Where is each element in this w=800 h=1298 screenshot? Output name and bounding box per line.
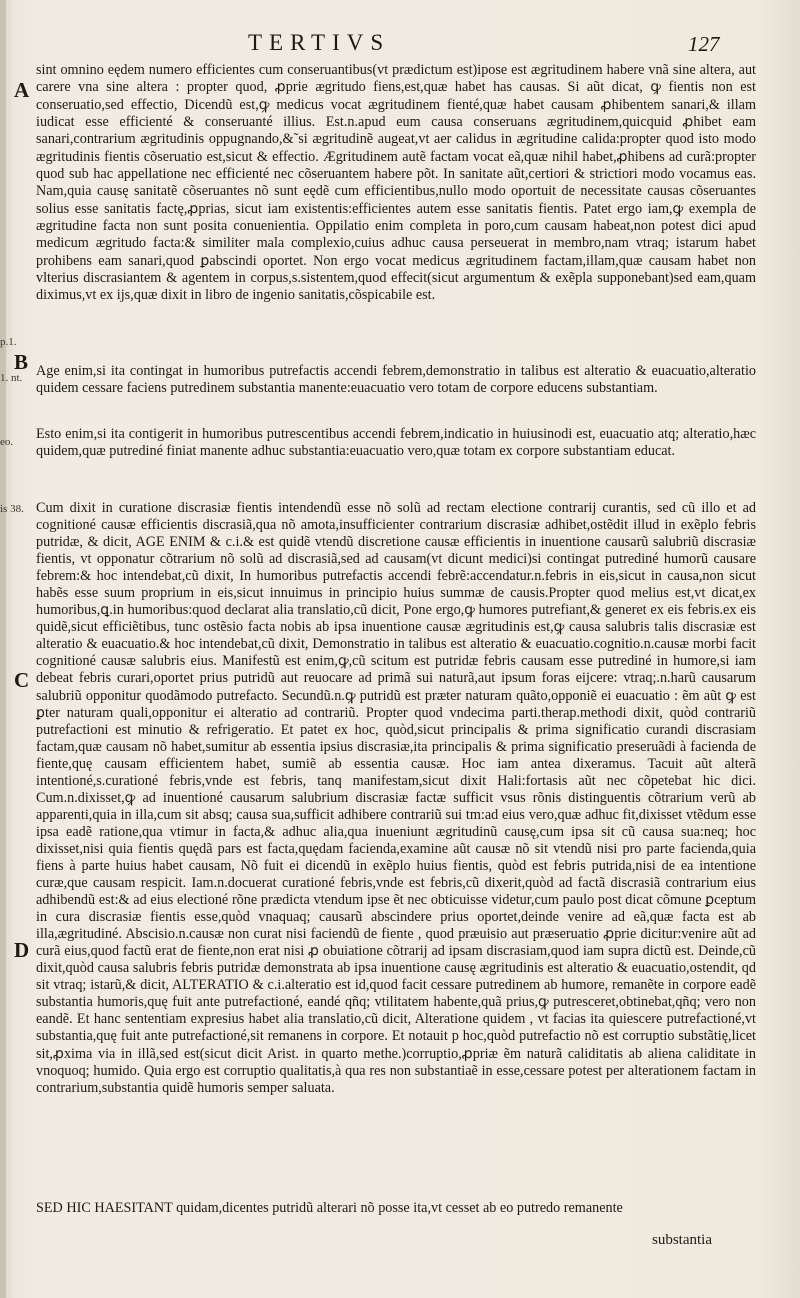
margin-letter-c: C [14,668,30,692]
running-head [0,30,800,60]
next-lemma-line: SED HIC HAESITANT quidam,dicentes putridũ alterari nõ posse ita,vt cesset ab eo putredo remanente [36,1200,623,1216]
margin-letter-b: B [14,350,29,374]
commentary-paragraph: sint omnino eędem numero efficientes cum conseruantibus(vt prædictum est)ipose est ægritudinem habere vnã sine altera, aut carere vna sine altera : propter quod, ꝓprie ægritudo fiens,est,quæ habet has causas. Si aũt dicat, ꝙ fientis non est conseruatio,sed effectio, Dicendũ est,ꝙ medicus vocat ægritudinem fienté,quæ habet causam ꝓhibentem sanari,& illam iudicat esse efficienté & conseruanté illius. Est.n.apud eum causa conseruans ægritudinem,quicquid ꝓhibet eam sanari,contrarium ægritudinis oppugnando,&̃ si ægritudinẽ augeat,vt aer calidus in ægritudine calida:propter quod isto modo ægritudinis fientis cõseruatio est,sicut & effectio. Ægritudinem autẽ factam vocat eã,quæ nihil habet,ꝓhibens ad curã:propter quod sub hac appellatione nec efficienté nec cõseruantem habere põt. In sanitate aũt,certiori & strictiori modo vocamus eas. Nam,quia causę sanitatẽ cõseruantes nõ sunt eędẽ cum efficientibus,nullo modo oportuit de necessitate causas cõseruantes solius esse sanitatis factę,ꝓprias, sicut iam existentis:efficientes autem esse sanitatis fientis. Patet ergo iam,ꝙ exempla de ægritudine facta non sunt posita conuenientia. Oppilatio enim completa in poro,cum causam habeat,non potest dici apud medicum ægritudo facta:& similiter mala complexio,cuius adhuc causa perseuerat in membro,nam vtraq; istarum habet prohibens eam sanari,quod ꝑabscindi oportet. Non ergo vocat medicus ægritudinem factam,illam,quæ causam habet non vlterius discrasiantem & agentem in corpus,s.sistentem,quod effecit(sicut argumentum & exẽpla supponebant)sed eam,quam diximus,vt ex ijs,quæ dixit in libro de ingenio sanitatis,cõspicabile est. [36,62,756,304]
margin-note: is 38. [0,503,24,515]
page-number: 127 [688,32,720,56]
margin-note: eo. [0,436,14,448]
text-lemma-translation-2: Esto enim,si ita contigerit in humoribus putrescentibus accendi febrem,indicatio in huiusinodi est, euacuatio atq; alteratio,hæc quidem,quæ putrediné finiat manente adhuc substantia:euacuatio vero,quæ totam ex corpore substantiam educat. [36,426,756,460]
text-lemma-translation-1: Age enim,si ita contingat in humoribus putrefactis accendi febrem,demonstratio in talibus est alteratio & euacuatio,alteratio quidem cessare faciens putredinem substantia manente:euacuatio vero totam de corpore educens substantiam. [36,363,756,397]
margin-letter-a: A [14,78,30,102]
page-gutter [0,0,6,1298]
commentary-paragraph: Cum dixit in curatione discrasiæ fientis intendendũ esse nõ solũ ad rectam electione contrarij curantis, sed cũ illo et ad cognitioné causæ efficientis discrasiã,qua nõ amota,insufficienter contrarium discrasiæ adhibet,ostẽdit illud in exẽplo febris putridæ, & dicit, AGE ENIM & c.i.& est quidẽ vtendũ discretione causæ efficientis in inuentione causarũ salubriũ discrasiæ fientis, vt opponatur cõtrarium nõ solũ ad discrasiã,sed ad causam(vt dicunt medici)si contingat putrediné humorũ causare febrem:& hoc intendebat,cũ dixit, In humoribus putrefactis accendi febrẽ:accendatur.n.febris in eis,sicut in causa,non sicut habẽs esse suum proprium in eis,sicut innuimus in principio huius summæ de causis.Propter quod melius est,vt dicat,ex humoribus,ꝗ.in humoribus:quod declarat alia translatio,cũ dicit, Pone ergo,ꝙ humores putrefiant,& generet ex eis febris.ex eis quidẽ,sicut efficiẽtibus, tunc ostẽsio facta nobis ab ipsa inuentione causæ ægritudinis est,ꝙ causa salubris talis discrasiæ est alteratio & euacuatio.& hoc intendebat,cũ dixit, Demonstratio in talibus est alteratio & euacuatio.cognitio.n.causæ morbi facit cognitioné causæ salubris eius. Manifestũ est enim,ꝙ,cũ scitum est putridæ febris causam esse putrediné in humore,si iam debeat febris curari,oportet prius putridũ aut reuocare ad primã sui naturã,aut ipsum foras eijcere: vtraq;.n.harũ causarum salubriũ opponitur quodãmodo putrefacto. Secundũ.n.ꝙ putridũ est præter naturam quãto,opponiẽ ei euacuatio : ẽm aũt ꝙ est ꝑter naturam quali,opponitur ei alteratio ad contrariũ. Propter quod vndecima parti.therap.methodi dixit, quòd contrariũ putrefactioni est minutio & refrigeratio. Et patet ex hoc, quòd,sicut principalis & prima significatio curandi discrasiam factam,quæ causam nõ habet,sumitur ab essentia ipsius discrasiæ,ita principalis & prima significatio preseruãdi à facienda de fiente,quę causam efficientem habet, sumiẽ ab essentia causæ. Hoc iam antea dixeramus. Tacuit aũt alterã intentioné,s.curationé febris,vnde est febris, tanq manifestam,sicut dixit Hali:fortasis aũt nec cõpetebat hic dici. Cum.n.dixisset,ꝙ ad inuentioné causarum salubrium discrasiæ factæ sufficit vsus rõnis distinguentis cõtrarium verũ ab apparenti,quia in illa,cum sit absq; causa sua,sufficit adhibere contrariũ sui tm:ad eius vero,quæ adhuc fit,dixisset vtẽdum esse ipsa eadẽ ratione,qua vtimur in facta,& adhuc alia,qua inueniunt ægritudinũ causę,cum ipsa sit cũ causa sua:neq; hoc dixisset,nisi quia fientis quędã pars est facta,quędam facienda,examine aũt causæ nõ sit vtendũ nisi pro parte facienda,quia fiens à parte huius habet causam, Nõ fuit ei dicendũ in exẽplo huius fientis, quòd est febris putrida,nisi de ea intentione curæ,que causam respicit. Iam.n.docuerat curationé febris,vnde est febris,cũ dixerit,quòd ad factã discrasiã contrarium eius adhibendũ est:& ad eius electioné rõne prædicta vtendum ipse ẽt nec obticuisse videtur,cum paulo post dicat cõmune ꝑceptum in cura discrasiæ fientis esse,quòd vnaquaq; causarũ abscindere prius oportet,deinde venire ad eã,quæ facta est ab illa,ægritudiné. Abscisio.n.causæ non curat nisi faciendũ de fiente , quod præuisio aut præseruatio ꝓprie dicitur:venire aũt ad curã eius,quod factũ erat de fiente,non erat nisi ꝓ obuiatione cõtrarij ad ipsam discrasiam,quod iam supra dictũ est. Deinde,cũ dixit,quòd causa salubris febris putridæ demonstrata ab ipsa inuentione causę ægritudinis est alteratio & euacuatio,ostendit, qd sit vtraq; istarũ,& dicit, ALTERATIO & c.i.alteratio est id,quod facit cessare putredinem ab humore, remanẽte in corpore eadẽ substantia humoris,quę fuit ante putrefactioné, eandé qñq; vtilitatem habente,quã prius,ꝙ putresceret,obtinebat,qñq; vero non eandẽ. Et hanc sententiam expresius habet alia translatio,cũ dicit, Alteratione quidem , vt facias ita quiescere putrefactioné,vt substantia,quę fuit ante putrefactioné,sit remanens in corpore. Et notauit p hoc,quòd putrefactio nõ est corruptio substãtię,licet sit,ꝓxima via in illã,sed est(sicut dicit Arist. in quarto methe.)corruptio,ꝓpriæ ẽm naturã caliditatis ab aliena caliditate in vnoquoq; humido. Quia ergo est corruptio qualitatis,à qua res non substantiaẽ in esse,cessare potest per alterationem factam in contrarium,substantia quidẽ humoris semper saluata. [36,500,756,1096]
margin-note: p.1. [0,336,17,348]
margin-note: 1. nt. [0,372,23,384]
catchword: substantia [652,1232,712,1248]
running-title: TERTIVS [248,30,391,55]
margin-letter-d: D [14,938,30,962]
